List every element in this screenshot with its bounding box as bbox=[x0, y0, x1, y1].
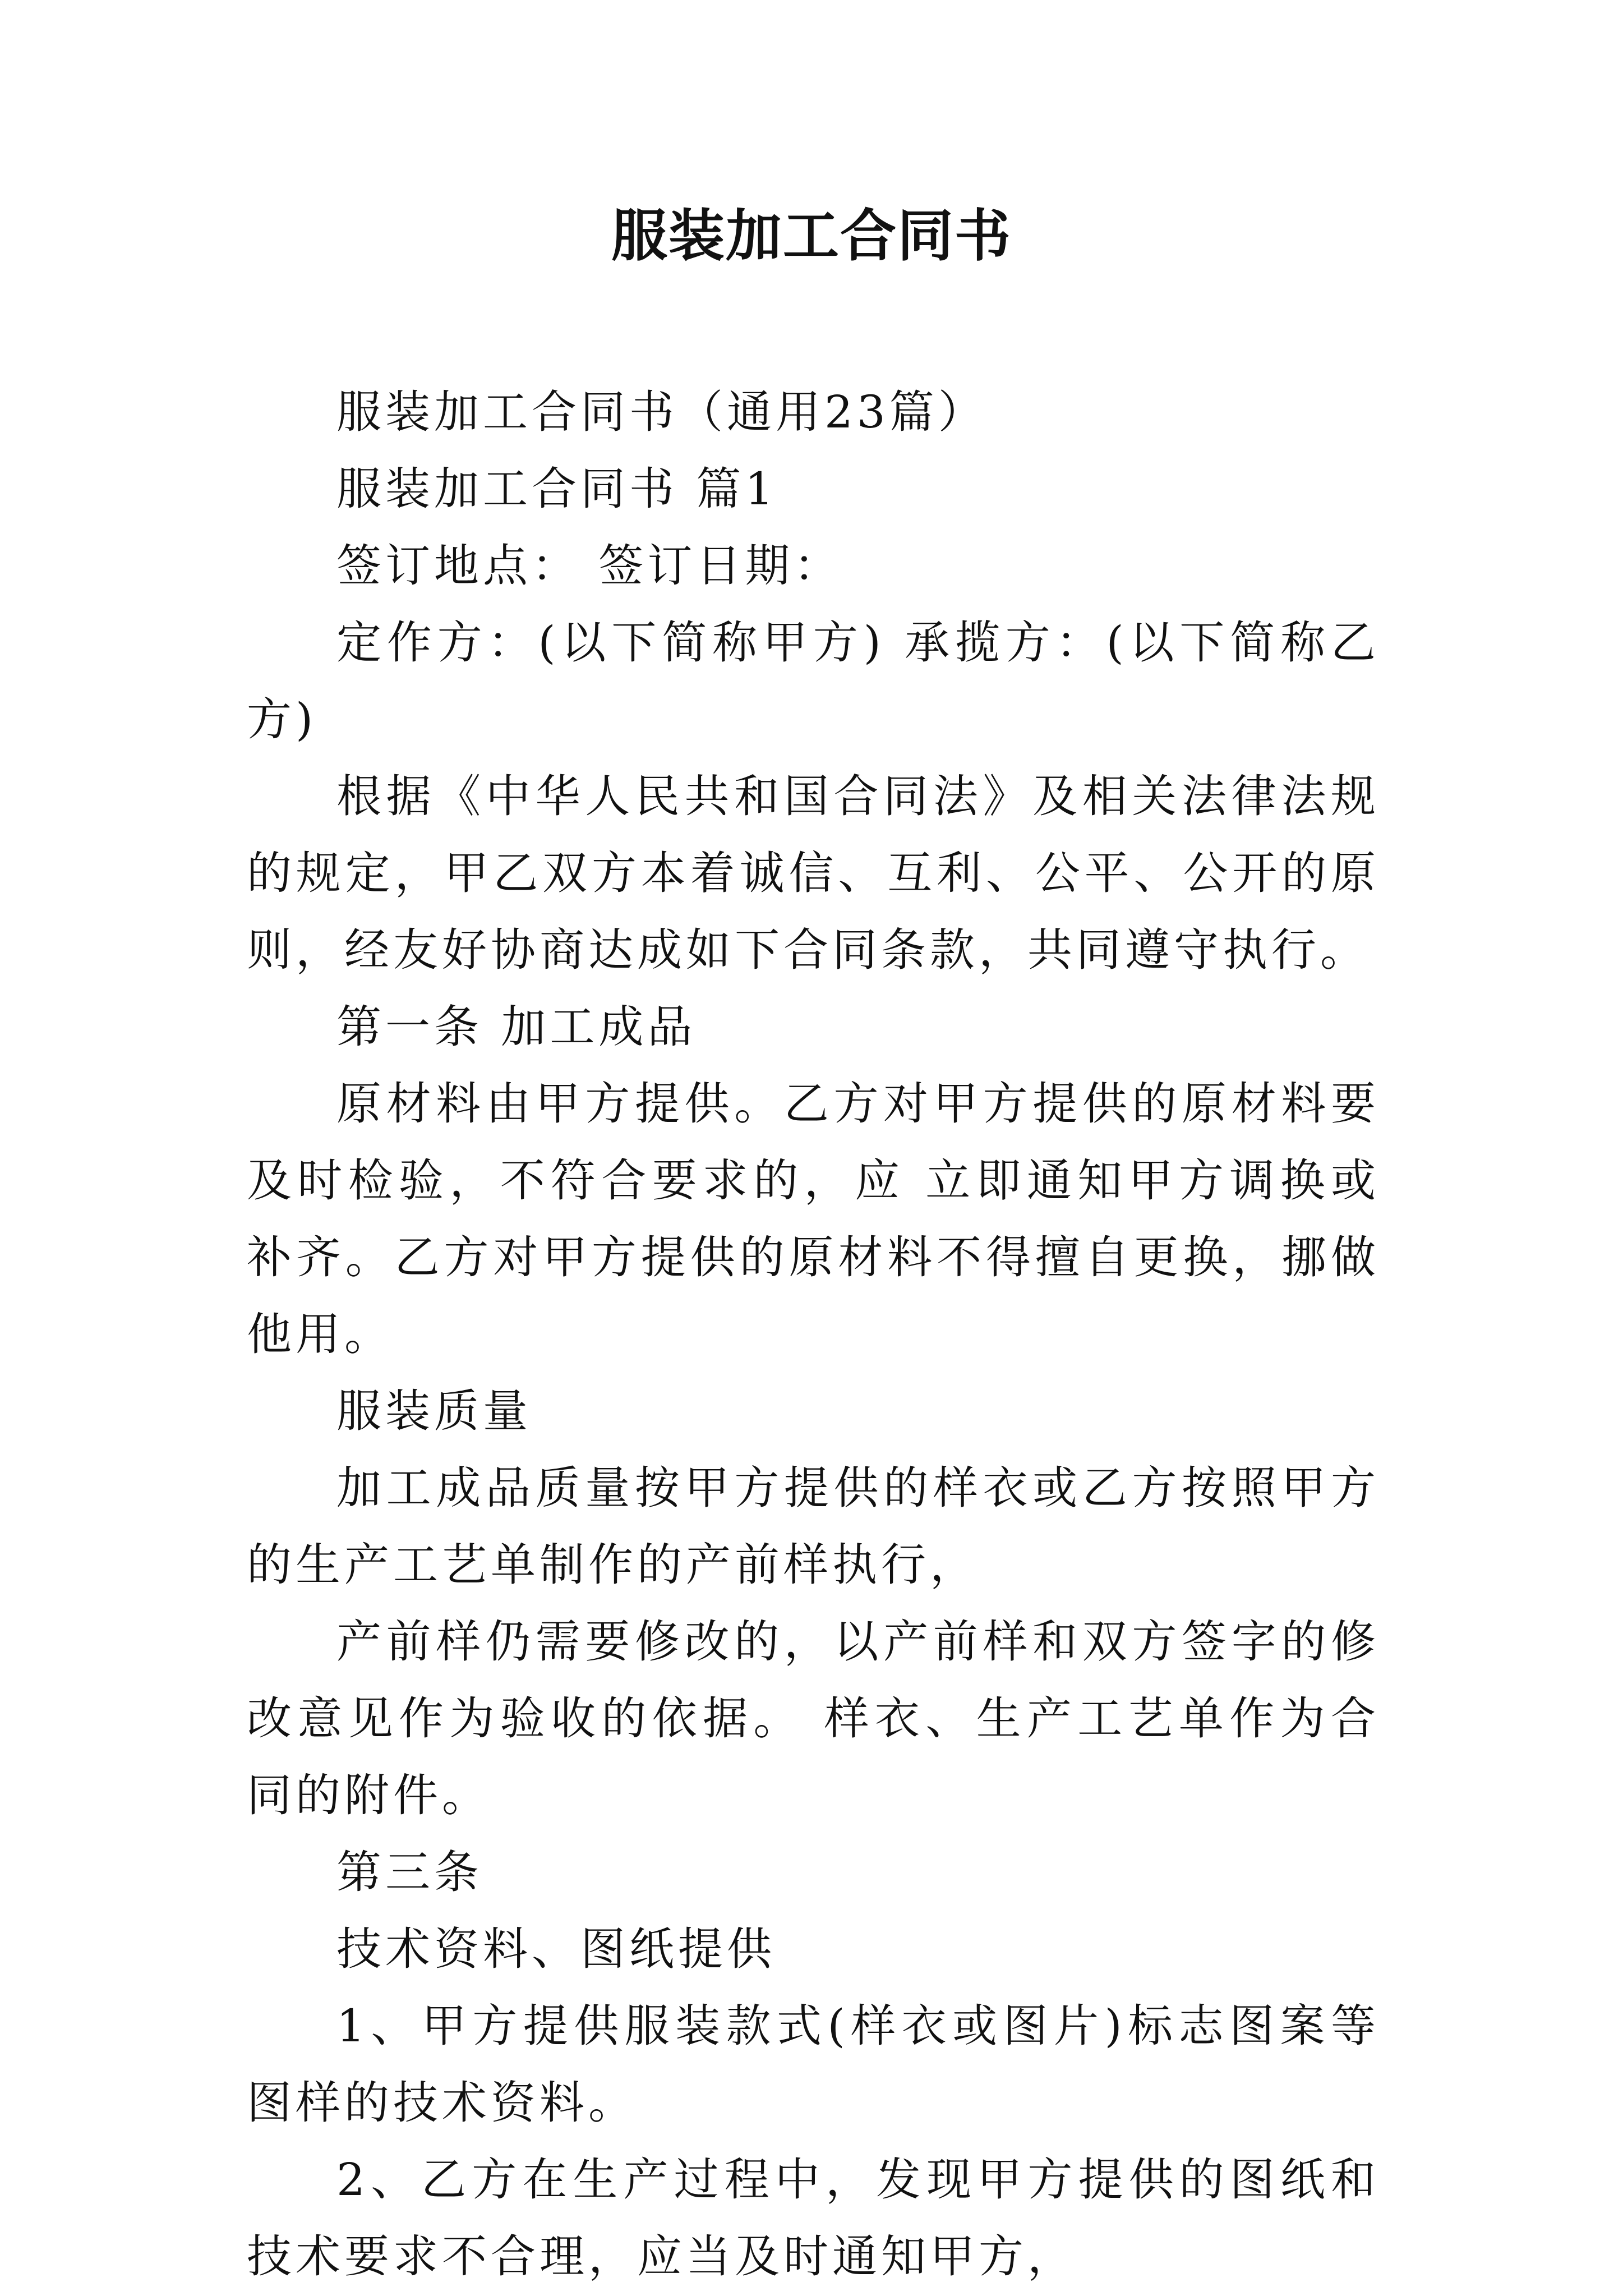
paragraph: 服装质量 bbox=[336, 1385, 532, 1437]
paragraph: 产前样仍需要修改的，以产前样和双方签字的修改意见作为验收的依据。 样衣、生产工艺单作为合同的附件。 bbox=[247, 1616, 1380, 1821]
paragraph: 第三条 bbox=[336, 1846, 483, 1898]
paragraph: 定作方：(以下简称甲方) 承揽方：(以下简称乙方) bbox=[247, 616, 1380, 746]
paragraph: 加工成品质量按甲方提供的样衣或乙方按照甲方的生产工艺单制作的产前样执行， bbox=[247, 1462, 1380, 1591]
paragraph: 第一条 加工成品 bbox=[336, 1001, 697, 1053]
paragraph: 根据《中华人民共和国合同法》及相关法律法规的规定，甲乙双方本着诚信、互利、公平、公开的原则，经友好协商达成如下合同条款，共同遵守执行。 bbox=[247, 770, 1380, 976]
paragraph: 签订地点： 签订日期： bbox=[336, 540, 843, 592]
paragraph: 技术资料、图纸提供 bbox=[336, 1923, 776, 1975]
paragraph: 原材料由甲方提供。乙方对甲方提供的原材料要及时检验，不符合要求的，应 立即通知甲方调换或补齐。乙方对甲方提供的原材料不得擅自更换，挪做他用。 bbox=[247, 1078, 1380, 1360]
paragraph: 服装加工合同书（通用23篇） bbox=[336, 386, 987, 438]
paragraph: 1、甲方提供服装款式(样衣或图片)标志图案等图样的技术资料。 bbox=[247, 2000, 1380, 2129]
document-title: 服装加工合同书 bbox=[611, 203, 1012, 269]
paragraph: 服装加工合同书 篇1 bbox=[336, 463, 778, 515]
paragraph: 2、乙方在生产过程中，发现甲方提供的图纸和技术要求不合理，应当及时通知甲方， bbox=[247, 2154, 1380, 2283]
document-body bbox=[247, 374, 1380, 2295]
